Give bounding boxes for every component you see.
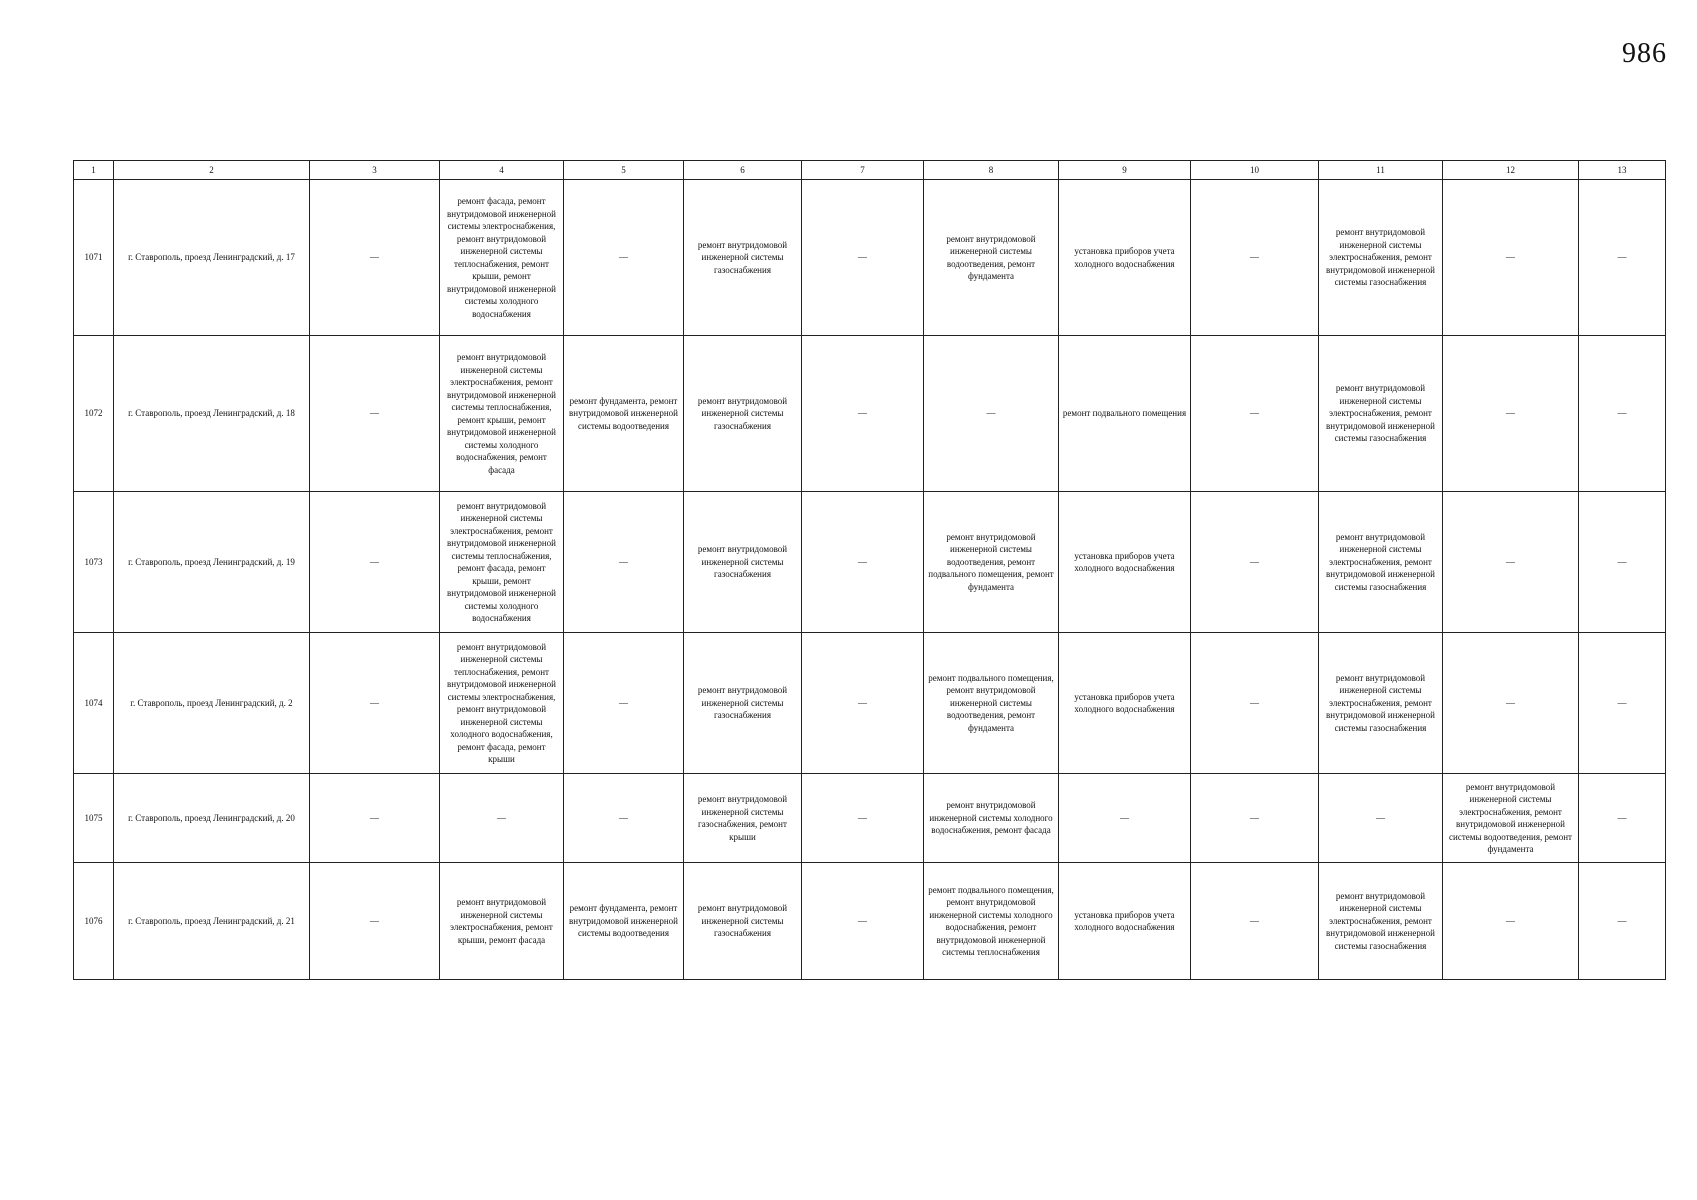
table-cell: — <box>802 633 924 774</box>
table-cell: ремонт подвального помещения, ремонт внутридомовой инженерной системы водоотведения, ремонт фундамента <box>924 633 1059 774</box>
column-header: 1 <box>74 161 114 180</box>
table-cell: ремонт внутридомовой инженерной системы электроснабжения, ремонт внутридомовой инженерной системы водоотведения, ремонт фундамента <box>1443 774 1579 863</box>
table-cell: ремонт внутридомовой инженерной системы газоснабжения <box>684 633 802 774</box>
column-header: 10 <box>1191 161 1319 180</box>
table-cell: ремонт внутридомовой инженерной системы газоснабжения <box>684 492 802 633</box>
table-cell: — <box>310 633 440 774</box>
table-cell: ремонт внутридомовой инженерной системы теплоснабжения, ремонт внутридомовой инженерной системы электроснабжения, ремонт внутридомовой инженерной системы холодного водоснабжения, ремонт фасада, ремонт крыши <box>440 633 564 774</box>
table-row <box>74 774 1666 863</box>
table-cell: — <box>1579 633 1666 774</box>
column-header: 12 <box>1443 161 1579 180</box>
table-cell: — <box>1579 863 1666 980</box>
table-cell: ремонт фасада, ремонт внутридомовой инженерной системы электроснабжения, ремонт внутридомовой инженерной системы теплоснабжения, ремонт крыши, ремонт внутридомовой инженерной системы холодного водоснабжения <box>440 180 564 336</box>
address-cell: г. Ставрополь, проезд Ленинградский, д. 19 <box>114 492 310 633</box>
address-cell: г. Ставрополь, проезд Ленинградский, д. 18 <box>114 336 310 492</box>
table-cell: ремонт подвального помещения, ремонт внутридомовой инженерной системы холодного водоснабжения, ремонт внутридомовой инженерной системы теплоснабжения <box>924 863 1059 980</box>
table-cell: — <box>1319 774 1443 863</box>
table-cell: — <box>310 492 440 633</box>
column-header: 7 <box>802 161 924 180</box>
column-header: 2 <box>114 161 310 180</box>
table-cell: ремонт фундамента, ремонт внутридомовой инженерной системы водоотведения <box>564 863 684 980</box>
table-cell: — <box>564 633 684 774</box>
table-cell: установка приборов учета холодного водоснабжения <box>1059 180 1191 336</box>
row-number-cell: 1073 <box>74 492 114 633</box>
table-cell: — <box>802 863 924 980</box>
table-cell: ремонт внутридомовой инженерной системы холодного водоснабжения, ремонт фасада <box>924 774 1059 863</box>
address-cell: г. Ставрополь, проезд Ленинградский, д. 17 <box>114 180 310 336</box>
table-cell: — <box>1579 774 1666 863</box>
address-cell: г. Ставрополь, проезд Ленинградский, д. 20 <box>114 774 310 863</box>
table-cell: — <box>440 774 564 863</box>
table-cell: ремонт внутридомовой инженерной системы водоотведения, ремонт фундамента <box>924 180 1059 336</box>
row-number-cell: 1076 <box>74 863 114 980</box>
table-cell: ремонт внутридомовой инженерной системы электроснабжения, ремонт крыши, ремонт фасада <box>440 863 564 980</box>
page-number: 986 <box>1622 38 1667 69</box>
table-cell: ремонт подвального помещения <box>1059 336 1191 492</box>
table-row <box>74 633 1666 774</box>
table-cell: — <box>310 336 440 492</box>
table-cell: ремонт внутридомовой инженерной системы электроснабжения, ремонт внутридомовой инженерной системы газоснабжения <box>1319 492 1443 633</box>
table-cell: — <box>1579 336 1666 492</box>
table-cell: — <box>1191 774 1319 863</box>
table-row <box>74 863 1666 980</box>
table-cell: — <box>1443 633 1579 774</box>
column-header: 5 <box>564 161 684 180</box>
table-cell: — <box>802 336 924 492</box>
table-row <box>74 336 1666 492</box>
table-cell: ремонт внутридомовой инженерной системы газоснабжения <box>684 180 802 336</box>
table-cell: — <box>564 180 684 336</box>
table-cell: — <box>1443 180 1579 336</box>
table-cell: ремонт внутридомовой инженерной системы газоснабжения <box>684 336 802 492</box>
table-cell: — <box>1579 180 1666 336</box>
table-cell: ремонт внутридомовой инженерной системы электроснабжения, ремонт внутридомовой инженерной системы теплоснабжения, ремонт фасада, ремонт крыши, ремонт внутридомовой инженерной системы холодного водоснабжения <box>440 492 564 633</box>
column-header: 11 <box>1319 161 1443 180</box>
table-cell: — <box>1443 336 1579 492</box>
table-cell: — <box>924 336 1059 492</box>
table-cell: ремонт внутридомовой инженерной системы газоснабжения <box>684 863 802 980</box>
table-cell: — <box>1191 492 1319 633</box>
column-number-row <box>74 161 1666 180</box>
table-cell: установка приборов учета холодного водоснабжения <box>1059 633 1191 774</box>
table-cell: — <box>1443 492 1579 633</box>
table-cell: — <box>1191 633 1319 774</box>
column-header: 6 <box>684 161 802 180</box>
table-cell: ремонт внутридомовой инженерной системы электроснабжения, ремонт внутридомовой инженерной системы теплоснабжения, ремонт крыши, ремонт внутридомовой инженерной системы холодного водоснабжения, ремонт фасада <box>440 336 564 492</box>
address-cell: г. Ставрополь, проезд Ленинградский, д. 21 <box>114 863 310 980</box>
table-cell: — <box>564 492 684 633</box>
table-cell: — <box>1579 492 1666 633</box>
row-number-cell: 1072 <box>74 336 114 492</box>
row-number-cell: 1074 <box>74 633 114 774</box>
table-cell: — <box>1191 180 1319 336</box>
row-number-cell: 1071 <box>74 180 114 336</box>
table-row <box>74 492 1666 633</box>
table-cell: — <box>1191 336 1319 492</box>
table-cell: ремонт внутридомовой инженерной системы газоснабжения, ремонт крыши <box>684 774 802 863</box>
table-row <box>74 180 1666 336</box>
table-cell: ремонт внутридомовой инженерной системы электроснабжения, ремонт внутридомовой инженерной системы газоснабжения <box>1319 633 1443 774</box>
table-cell: — <box>1443 863 1579 980</box>
column-header: 3 <box>310 161 440 180</box>
table-cell: ремонт внутридомовой инженерной системы электроснабжения, ремонт внутридомовой инженерной системы газоснабжения <box>1319 336 1443 492</box>
table-body <box>74 180 1666 980</box>
table-cell: ремонт внутридомовой инженерной системы водоотведения, ремонт подвального помещения, ремонт фундамента <box>924 492 1059 633</box>
table-cell: — <box>310 180 440 336</box>
table-cell: ремонт внутридомовой инженерной системы электроснабжения, ремонт внутридомовой инженерной системы газоснабжения <box>1319 180 1443 336</box>
table-cell: — <box>802 180 924 336</box>
table-cell: — <box>1059 774 1191 863</box>
table-cell: — <box>310 863 440 980</box>
repair-schedule-table <box>73 160 1666 980</box>
column-header: 8 <box>924 161 1059 180</box>
row-number-cell: 1075 <box>74 774 114 863</box>
table-cell: ремонт фундамента, ремонт внутридомовой инженерной системы водоотведения <box>564 336 684 492</box>
column-header: 4 <box>440 161 564 180</box>
table-cell: — <box>802 492 924 633</box>
table-cell: — <box>310 774 440 863</box>
table-cell: установка приборов учета холодного водоснабжения <box>1059 492 1191 633</box>
table-cell: — <box>564 774 684 863</box>
table-cell: — <box>1191 863 1319 980</box>
table-cell: — <box>802 774 924 863</box>
address-cell: г. Ставрополь, проезд Ленинградский, д. 2 <box>114 633 310 774</box>
table-cell: ремонт внутридомовой инженерной системы электроснабжения, ремонт внутридомовой инженерной системы газоснабжения <box>1319 863 1443 980</box>
column-header: 9 <box>1059 161 1191 180</box>
column-header: 13 <box>1579 161 1666 180</box>
table-cell: установка приборов учета холодного водоснабжения <box>1059 863 1191 980</box>
